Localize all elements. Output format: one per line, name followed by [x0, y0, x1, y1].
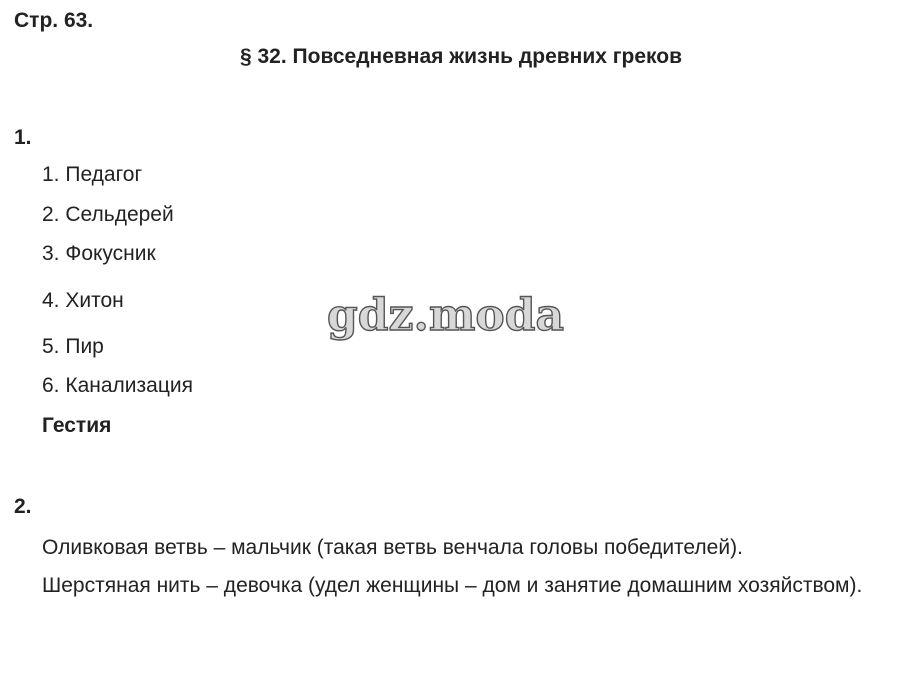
answer-item: 3. Фокусник [42, 242, 156, 265]
page-header: Стр. 63. [14, 9, 94, 32]
section-title: § 32. Повседневная жизнь древних греков [239, 45, 682, 68]
answer-keyword: Гестия [42, 414, 112, 437]
task-2-paragraph: Оливковая ветвь – мальчик (такая ветвь венчала головы победителей). [42, 536, 743, 559]
answer-item: 1. Педагог [42, 163, 143, 186]
answer-item: 4. Хитон [42, 289, 124, 312]
task-1-number: 1. [14, 126, 32, 149]
answer-item: 6. Канализация [42, 374, 193, 397]
task-2-paragraph: Шерстяная нить – девочка (удел женщины – дом и занятие домашним хозяйством). [42, 574, 863, 597]
answer-item: 2. Сельдерей [42, 203, 174, 226]
watermark-logo: gdz.moda [327, 290, 565, 341]
answer-item: 5. Пир [42, 335, 104, 358]
task-2-number: 2. [14, 495, 32, 518]
